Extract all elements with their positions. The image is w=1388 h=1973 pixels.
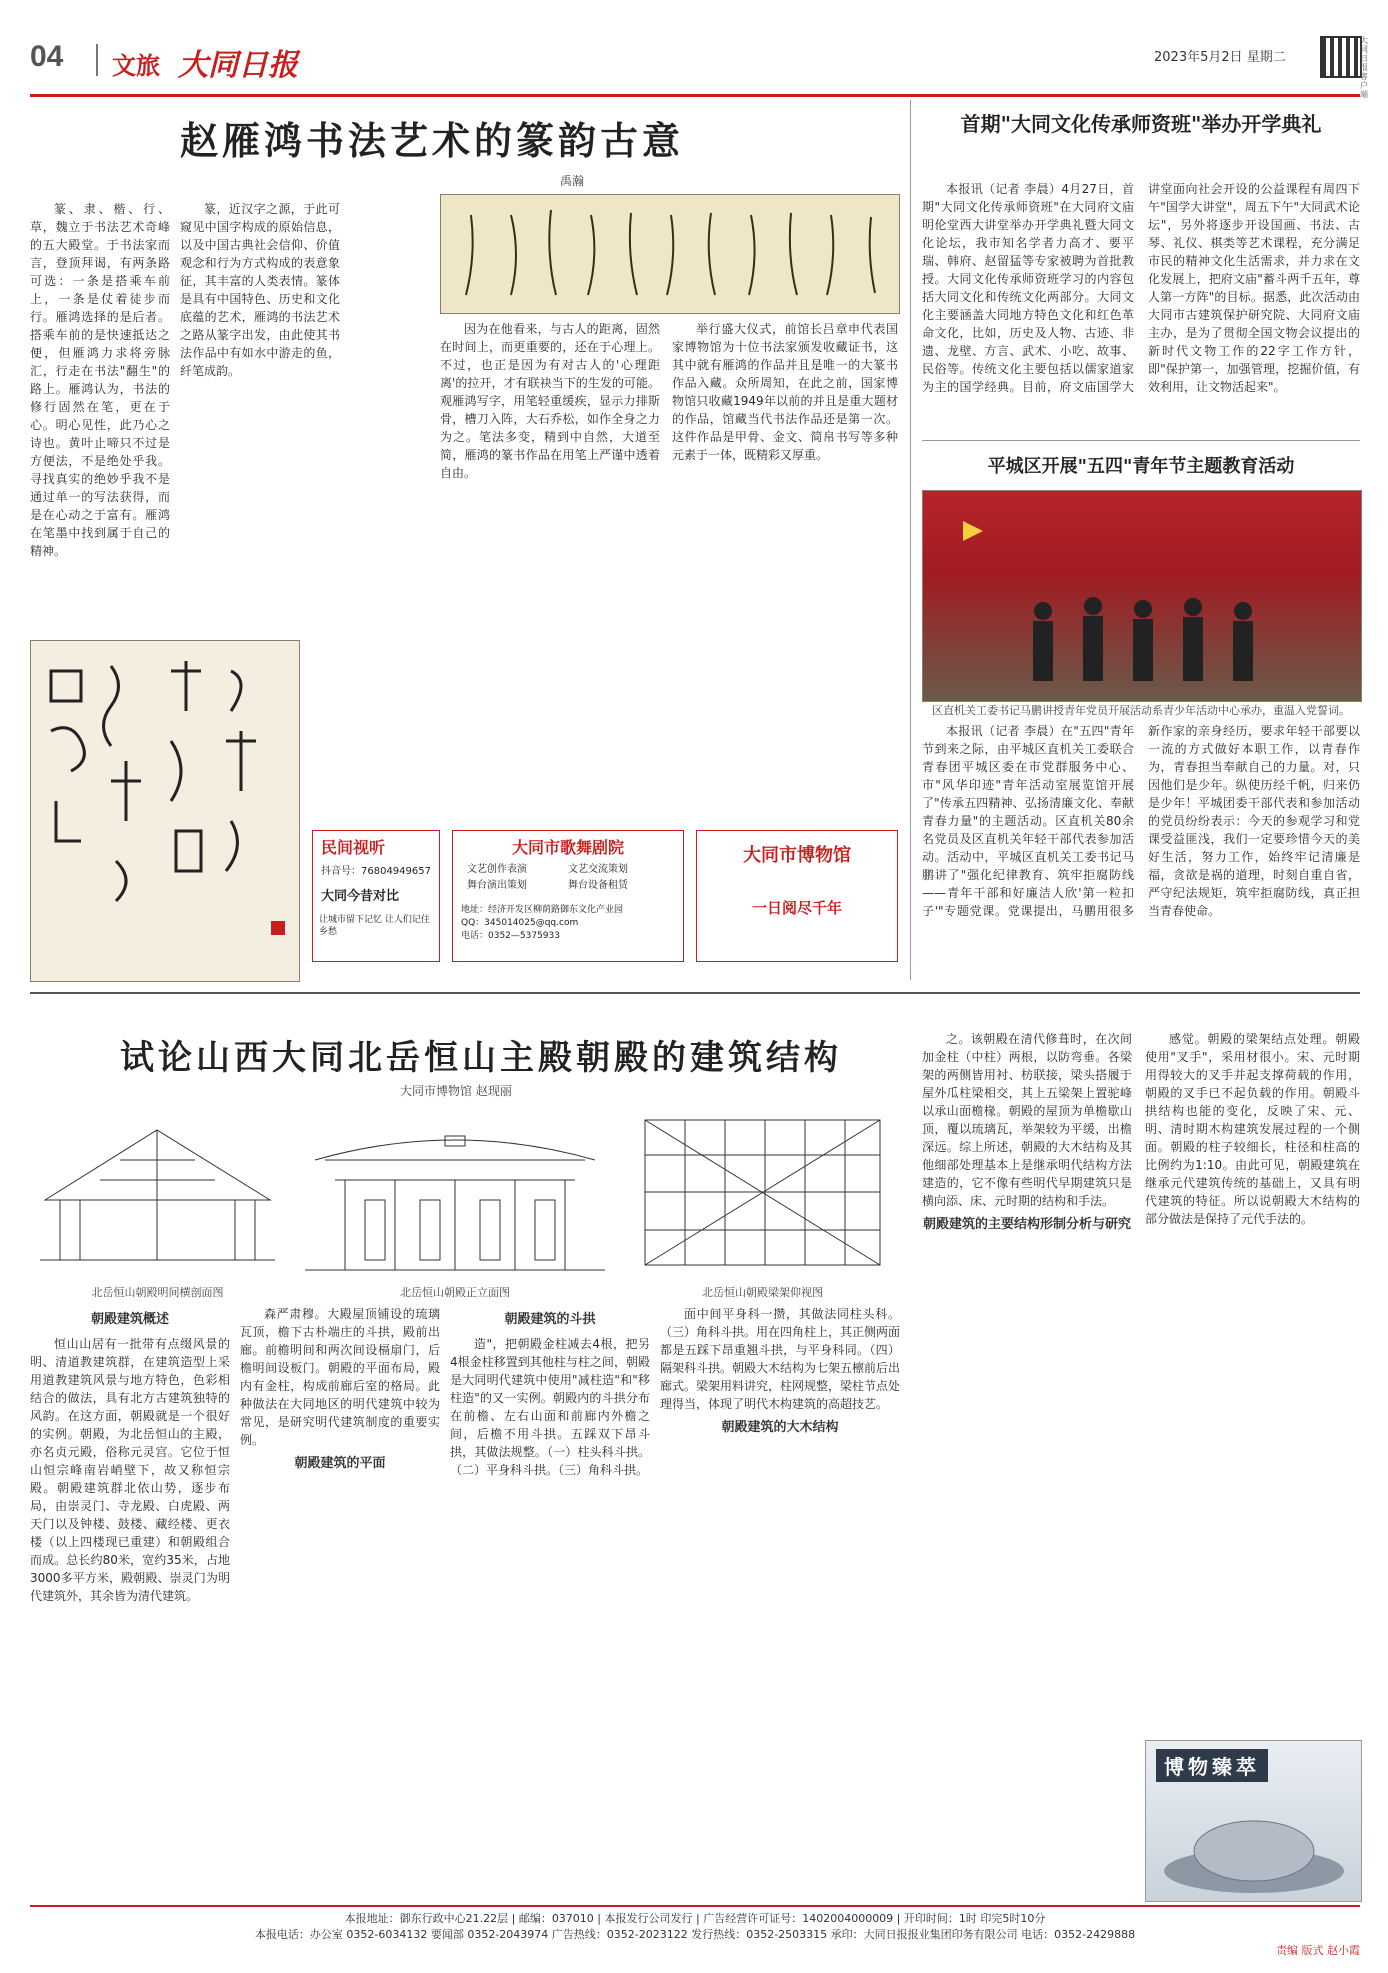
- figure-caption: 北岳恒山朝殿明间横剖面图: [91, 1286, 224, 1299]
- ceremony-scene: [923, 491, 1361, 701]
- cross-section-drawing: [30, 1100, 285, 1280]
- article4-col1: 朝殿建筑概述 恒山山居有一批带有点缀风景的明、清道教建筑群，在建筑造型上采用道教建筑风景与地方特色，色彩相结合的做法，具有北方古建筑独特的风韵。在这方面，朝殿就是一个很好的实例。朝殿，为北岳恒山的主殿，亦名贞元殿，俗称元灵宫。它位于恒山恒宗峰南岩峭壁下，故又称恒宗殿。朝殿建筑群北依山势，逐步布局，由崇灵门、寺龙殿、白虎殿、两天门以及钟楼、鼓楼、藏经楼、更衣楼（以上四楼现已重建）和朝殿组合而成。总长约80米，宽约35米，占地3000多平方米，殿朝殿、崇灵门为明代建筑外，其余皆为清代建筑。: [30, 1312, 230, 1603]
- ad-minjian-slogan: 让城市留下记忆 让人们记住乡愁: [319, 915, 430, 937]
- ad-gewu-title: 大同市歌舞剧院: [511, 838, 624, 857]
- ad-minjian-title: 民间视听: [321, 838, 386, 857]
- party-emblem-icon: [963, 521, 983, 541]
- calligraphy-vertical-photo: [30, 640, 300, 982]
- ad-gewu-phone: 电话：0352—5375933: [461, 931, 560, 941]
- article1-title: 赵雁鸿书法艺术的篆韵古意: [180, 118, 685, 163]
- page-mid-divider: [30, 992, 1360, 994]
- ad-minjian-subtitle: 抖音号：76804949657: [321, 866, 431, 877]
- article-divider: [922, 440, 1360, 441]
- masthead-divider: [96, 44, 98, 76]
- seal-script-strokes: [31, 641, 299, 981]
- museum-banner[interactable]: [1145, 1740, 1362, 1902]
- figure-caption: 北岳恒山朝殿梁架仰视图: [702, 1286, 823, 1299]
- page-footer: [30, 1905, 1360, 1959]
- footer-editors: 责编 版式 赵小霞: [1276, 1944, 1360, 1957]
- section-heading: 朝殿建筑的平面: [294, 1456, 386, 1471]
- ad-gewu-services: [453, 858, 683, 898]
- article4-col3: 朝殿建筑的斗拱 造"，把朝殿金柱减去4根，把另4根金柱移置到其他柱与柱之间，朝殿是大同明代建筑中使用"减柱造"和"移柱造"的又一实例。朝殿内的斗拱分布在前檐、左右山面和前廊内外檐之间，后檐不用斗拱。五踩双下昂斗拱，其做法规整。（一）柱头科斗拱。（二）平身科斗拱。（三）角科斗拱。: [450, 1312, 650, 1477]
- ad-minjian[interactable]: [312, 830, 440, 962]
- article1-col4: 举行盛大仪式，前馆长吕章申代表国家博物馆为十位书法家颁发收藏证书，这其中就有雁鸿的作品并且是唯一的大篆书作品入藏。众所周知，在此之前，国家博物馆只收藏1949年以前的并且是重大题材的作品，馆藏当代书法作品还是第一次。这件作品是甲骨、金文、简帛书写等多种元素于一体，既精彩又厚重。: [672, 322, 898, 462]
- ad-gewu-theatre[interactable]: [452, 830, 684, 962]
- article4-byline: 大同市博物馆 赵现丽: [400, 1084, 512, 1098]
- footer-line2: 本报电话：办公室 0352-6034132 要闻部 0352-2043974 广告热线：0352-2023122 发行热线：0352-2503315 承印：大同日报报业集团印务有限公司 电话：0352-2429888: [254, 1928, 1136, 1941]
- figure-beam-plan: [625, 1100, 900, 1300]
- article4-col5: 之。该朝殿在清代修葺时，在次间加金柱（中柱）两根，以防弯垂。各梁架的两侧皆用衬、枋联接，梁头搭履于屋外瓜柱梁相交，其上五梁架上置驼峰以承山面檐椽。朝殿的屋顶为单檐歇山顶，覆以琉璃瓦，举架较为平缓，出檐深远。综上所述，朝殿的大木结构及其他细部处理基本上是继承明代结构方法建造的，它不像有些明代早期建筑只是横向添、床、元时期的结构和手法。 朝殿建筑的主要结构形制分析与研究: [922, 1032, 1132, 1232]
- ad-museum-slogan: 一日阅尽千年: [751, 899, 842, 917]
- article1-col1: 篆、隶、楷、行、草，魏立于书法艺术奇峰的五大殿堂。于书法家而言，登顶拜谒，有两条路可选：一条是搭乘车前上，一条是仗着徒步而行。雁鸿选择的是后者。搭乘车前的是快速抵达之便，但雁鸿力求将旁脉汇，行走在书法"翻生"的路上。雁鸿认为，书法的修行固然在笔，更在于心。明心见性，此乃心之诗也。黄叶止啼只不过是方便法，不是绝处乎我。寻找真实的绝妙乎我不是通过单一的写法获得，而是在心动之于富有。雁鸿在笔墨中找到属于自己的精神。: [30, 202, 170, 558]
- ad-museum-title: 大同市博物馆: [743, 845, 851, 866]
- footer-line1: 本报地址：御东行政中心21.22层 | 邮编：037010 | 本报发行公司发行 | 广告经营许可证号：1402004000009 | 开印时间：1时 印完5时10分: [344, 1912, 1046, 1925]
- ad-gewu-service: 文艺交流策划: [568, 864, 628, 875]
- article1-byline: 禹瀚: [560, 174, 585, 188]
- section-heading: 朝殿建筑概述: [90, 1312, 169, 1327]
- masthead: [30, 34, 1368, 99]
- front-elevation-drawing: [295, 1100, 615, 1280]
- beam-plan-drawing: [625, 1100, 900, 1280]
- column-divider: [910, 100, 911, 980]
- seal-stamp-icon: [271, 921, 285, 935]
- page-number: 04: [30, 40, 64, 73]
- article1-col2: 篆，近汉字之源，于此可窥见中国字构成的原始信息，以及中国古典社会信仰、价值观念和行为方式构成的表意象征，其丰富的人类表情。篆体是具有中国特色、历史和文化底蕴的艺术，雁鸿的书法艺术之路从篆字出发，由此使其书法作品中有如水中游走的鱼，纤笔成韵。: [180, 202, 340, 378]
- ad-gewu-qq: QQ：345014025@qq.com: [461, 918, 579, 928]
- calligraphy-strokes: [441, 195, 899, 313]
- youth-day-photo: [922, 490, 1362, 702]
- figure-front-elevation: [295, 1100, 615, 1300]
- museum-building-drawing: [1146, 1781, 1361, 1901]
- article3-body: 本报讯（记者 李晨）在"五四"青年节到来之际，由平城区直机关工委联合青春团平城区委在市党群服务中心、市"风华印迹"青年活动室展览馆开展了"传承五四精神、弘扬清廉文化、奉献青春力量"的主题活动。区直机关80余名党员及区直机关年轻干部代表参加活动。活动中，平城区直机关工委书记马鹏讲了"强化纪律教育、筑牢拒腐防线——青年干部和好廉洁人欣'第一粒扣子'"专题党课。党课提出，马鹏用很多新作家的亲身经历，要求年轻干部要以一流的方式做好本职工作，以青春作为，青春担当奉献自己的力量。对，只因他们是少年。纵使历经千帆，归来仍是少年！平城团委干部代表和参加活动的党员纷纷表示：今天的参观学习和党课受益匪浅，我们一定要珍惜今天的美好生活，努力工作，始终牢记清廉是福，贪欲是祸的道理，时刻自重自省，严守纪法规矩，筑牢拒腐防线，真正担当青春使命。: [922, 724, 1360, 918]
- qr-note: 大同日报客户端: [1360, 36, 1368, 99]
- ad-gewu-service: 舞台设备租赁: [568, 880, 628, 891]
- qr-code-icon[interactable]: [1320, 36, 1362, 78]
- section-heading: 朝殿建筑的大木结构: [721, 1420, 839, 1435]
- article4-col4: 面中间平身科一攒，其做法同柱头科。（三）角科斗拱。用在四角柱上，其正侧两面都是五踩下昂重翘斗拱，与平身科同。（四）隔架科斗拱。朝殿大木结构为七架五檩前后出廊式。梁架用料讲究，柱网规整，梁柱节点处理得当，体现了明代木构建筑的高超技艺。 朝殿建筑的大木结构: [660, 1307, 900, 1435]
- ad-gewu-service: 文艺创作表演: [467, 864, 527, 875]
- section-name: 文旅: [112, 52, 160, 80]
- issue-date: 2023年5月2日 星期二: [1154, 50, 1286, 65]
- figure-cross-section: [30, 1100, 285, 1300]
- article4-title: 试论山西大同北岳恒山主殿朝殿的建筑结构: [120, 1038, 842, 1078]
- ad-gewu-address: 地址：经济开发区柳荫路御东文化产业园: [461, 905, 624, 915]
- section-heading: 朝殿建筑的斗拱: [504, 1312, 596, 1327]
- ad-museum[interactable]: [696, 830, 898, 962]
- figure-caption: 北岳恒山朝殿正立面图: [400, 1286, 510, 1299]
- calligraphy-horizontal-photo: [440, 194, 900, 314]
- ad-gewu-service: 舞台演出策划: [467, 880, 527, 891]
- article2-body: 本报讯（记者 李晨）4月27日，首期"大同文化传承师资班"在大同府文庙明伦堂西大讲堂举办开学典礼暨大同文化论坛，我市知名学者力高才、要平瑞、韩府、赵留猛等专家被聘为首批教授。大同文化传承师资班学习的内容包括大同文化和传统文化两部分。大同文化主要涵盖大同地方特色文化和红色革命文化，比如，历史及人物、古迹、非遗、龙壁、方言、武术、小吃、故事、民俗等。传统文化主要包括以儒家道家为主的国学经典。目前，府文庙国学大讲堂面向社会开设的公益课程有周四下午"国学大讲堂"，周五下午"大同武术论坛"，另外将逐步开设国画、书法、古琴、礼仪、棋类等艺术课程，充分满足市民的精神文化生活需求，并力求在文化发展上，把府文庙"蓄斗两千五年，尊人第一方阵"的目标。据悉，此次活动由大同市古建筑保护研究院、大同府文庙主办，是为了贯彻全国文物会议提出的新时代文物工作的22字工作方针，即"保护第一，加强管理，挖掘价值，有效利用，让文物活起来"。: [922, 182, 1360, 394]
- article3-title: 平城区开展"五四"青年节主题教育活动: [987, 456, 1295, 477]
- article4-col6: 感觉。朝殿的梁架结点处理。朝殿使用"叉手"，采用材很小。宋、元时期用得较大的叉手并起支撑荷载的作用，朝殿的叉手已不起负载的作用。朝殿斗拱结构也能的变化，反映了宋、元、明、清时期木构建筑发展过程的一个侧面。朝殿的柱子较细长，柱径和柱高的比例约为1:10。由此可见，朝殿建筑在继承元代建筑传统的基础上，又具有明代建筑的特征。所以说朝殿大木结构的部分做法是保持了元代手法的。: [1145, 1032, 1360, 1226]
- banner-title: 博物臻萃: [1156, 1749, 1268, 1782]
- ad-minjian-tag: 大同今昔对比: [321, 889, 400, 904]
- article4-col2: 森严肃穆。大殿屋顶铺设的琉璃瓦顶，檐下古朴端庄的斗拱，殿前出廊。前檐明间和两次间设槅扇门，后檐明间设板门。朝殿的平面布局，殿内有金柱，构成前廊后室的格局。此种做法在大同地区的明代建筑中较为常见，是研究明代建筑制度的重要实例。 朝殿建筑的平面: [240, 1307, 440, 1471]
- newspaper-logo: 大同日报: [178, 48, 298, 83]
- article1-col3: 因为在他看来，与古人的距离，固然在时间上，而更重要的，还在于心理上。不过，也正是因为有对古人的'心理距离'的拉开，才有联袂当下的生发的可能。观雁鸿写字，用笔轻重缓疾，显示力排斯骨，槽刀入阵，大石乔松，如作全身之力为之。笔法多变，精到中自然，大道至简，雁鸿的篆书作品在用笔上严谨中透着自由。: [440, 322, 660, 480]
- section-heading: 朝殿建筑的主要结构形制分析与研究: [922, 1217, 1131, 1232]
- ad-gewu-contact: [453, 898, 683, 943]
- article3-photo-caption: 区直机关工委书记马鹏讲授青年党员开展活动系青少年活动中心承办，重温入党誓词。: [932, 704, 1350, 717]
- article2-title: 首期"大同文化传承师资班"举办开学典礼: [960, 112, 1322, 136]
